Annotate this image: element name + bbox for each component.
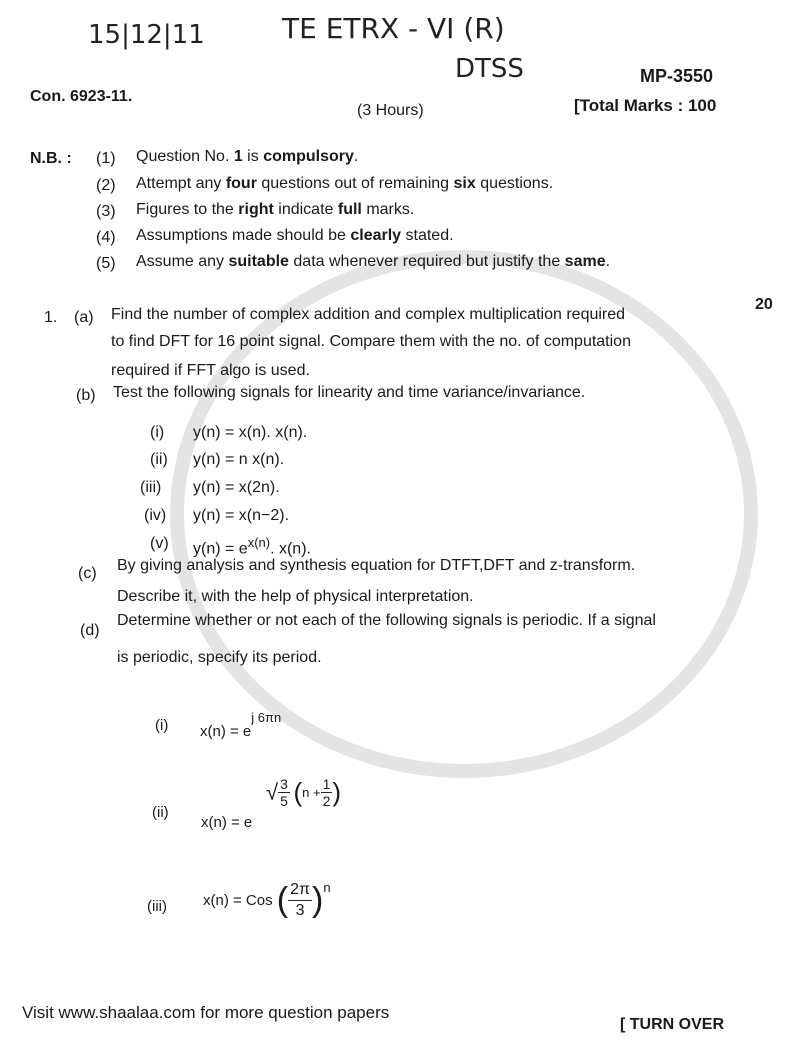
bold-keyword: clearly — [350, 227, 402, 244]
instruction-segment: Question No. — [136, 148, 234, 165]
instruction-number: (3) — [96, 203, 116, 220]
instruction-segment: Attempt any — [136, 175, 226, 192]
eq-lhs: x(n) = e — [200, 723, 252, 740]
instruction-number: (2) — [96, 177, 116, 194]
instruction-text — [136, 227, 454, 245]
q1b-label: (b) — [76, 387, 96, 404]
q1-marks: 20 — [755, 296, 773, 313]
q1d-line: Determine whether or not each of the following signals is periodic. If a signal — [117, 612, 656, 629]
instruction-segment: questions out of remaining — [256, 175, 454, 192]
instruction-number: (5) — [96, 255, 116, 272]
instruction-segment: marks. — [361, 201, 415, 218]
q1d-ii-exponent: √ $\frac{3}{5}$ (n + $\frac{1}{2}$ ) — [266, 776, 342, 809]
con-number: Con. 6923-11. — [30, 88, 133, 105]
q1c-line: Describe it, with the help of physical interpretation. — [117, 588, 474, 605]
paper-code: MP-3550 — [640, 66, 714, 86]
signal-number: (iv) — [144, 507, 167, 524]
denominator: 2 — [322, 793, 331, 809]
eq-lhs: x(n) = Cos — [203, 892, 273, 909]
bold-keyword: right — [238, 201, 274, 218]
bold-keyword: full — [337, 201, 362, 218]
instruction-segment: Figures to the — [136, 201, 239, 218]
instruction-segment: . — [605, 253, 611, 270]
q1d-i-num: (i) — [155, 717, 169, 734]
q1b-text: Test the following signals for linearity and time variance/invariance. — [113, 384, 586, 401]
bold-keyword: compulsory — [263, 148, 354, 165]
bold-keyword: six — [453, 175, 476, 192]
footer-visit: Visit www.shaalaa.com for more question papers — [22, 1003, 390, 1022]
eq-exponent: j 6πn — [251, 710, 282, 725]
numerator: 2π — [288, 880, 312, 901]
denominator: 3 — [295, 902, 305, 919]
q1c-label: (c) — [78, 565, 97, 582]
q1a-label: (a) — [74, 309, 94, 326]
instruction-text — [136, 148, 358, 166]
n-plus: n + — [302, 785, 321, 800]
eq-lhs: x(n) = e — [201, 814, 253, 831]
signal-number: (i) — [150, 424, 165, 441]
instruction-segment: Assumptions made should be — [136, 227, 351, 244]
duration: (3 Hours) — [357, 102, 424, 119]
q1d-ii-num: (ii) — [152, 804, 169, 821]
q1-number: 1. — [44, 309, 58, 326]
instruction-segment: data whenever required but justify the — [288, 253, 565, 270]
handwritten-date: 15|12|11 — [88, 20, 205, 50]
q1d-label: (d) — [80, 622, 100, 639]
instruction-segment: questions. — [475, 175, 554, 192]
instruction-segment: indicate — [273, 201, 338, 218]
equation-post: . x(n). — [270, 540, 311, 558]
signal-equation: y(n) = x(n). x(n). — [193, 424, 308, 441]
instruction-segment: is — [242, 148, 264, 165]
instruction-segment: . — [353, 148, 359, 165]
fraction — [321, 776, 333, 809]
q1c-line: By giving analysis and synthesis equation for DTFT,DFT and z-transform. — [117, 557, 636, 574]
equation-sup: x(n) — [247, 535, 271, 550]
numerator: 3 — [280, 776, 288, 792]
bold-keyword: four — [225, 175, 257, 192]
instruction-number: (1) — [96, 150, 116, 167]
fraction — [278, 776, 290, 809]
signal-number: (iii) — [140, 479, 162, 496]
signal-equation: y(n) = n x(n). — [193, 451, 285, 468]
instruction-text — [136, 175, 553, 193]
signal-equation — [193, 535, 311, 558]
denominator: 5 — [280, 793, 288, 809]
equation-pre: y(n) = e — [193, 540, 248, 558]
q1a-line: required if FFT algo is used. — [111, 362, 310, 379]
q1d-line: is periodic, specify its period. — [117, 649, 322, 666]
handwritten-subject: DTSS — [455, 54, 524, 84]
eq-exponent: n — [323, 880, 331, 895]
instruction-number: (4) — [96, 229, 116, 246]
turn-over: [ TURN OVER — [620, 1016, 724, 1033]
numerator: 1 — [322, 776, 331, 792]
nb-label: N.B. : — [30, 150, 72, 167]
q1d-iii-eq: x(n) = Cos ( $\frac{2\pi}{3}$ )$^n$ — [203, 880, 331, 919]
total-marks: [Total Marks : 100 — [574, 96, 717, 115]
signal-equation: y(n) = x(2n). — [193, 479, 280, 496]
instruction-segment: stated. — [401, 227, 454, 244]
handwritten-course: TE ETRX - VI (R) — [282, 12, 505, 45]
q1d-iii-num: (iii) — [147, 898, 167, 915]
instruction-text — [136, 253, 610, 271]
signal-number: (ii) — [150, 451, 168, 468]
fraction — [288, 880, 312, 921]
q1d-ii-eq — [201, 814, 252, 831]
signal-equation: y(n) = x(n−2). — [193, 507, 290, 524]
bold-keyword: 1 — [233, 148, 243, 165]
bold-keyword: suitable — [228, 253, 289, 270]
q1a-line: Find the number of complex addition and complex multiplication required — [111, 306, 626, 323]
bold-keyword: same — [564, 253, 606, 270]
instruction-text — [136, 201, 414, 219]
q1a-line: to find DFT for 16 point signal. Compare them with the no. of computation — [111, 333, 631, 350]
instruction-segment: Assume any — [136, 253, 229, 270]
signal-number: (v) — [150, 535, 169, 552]
